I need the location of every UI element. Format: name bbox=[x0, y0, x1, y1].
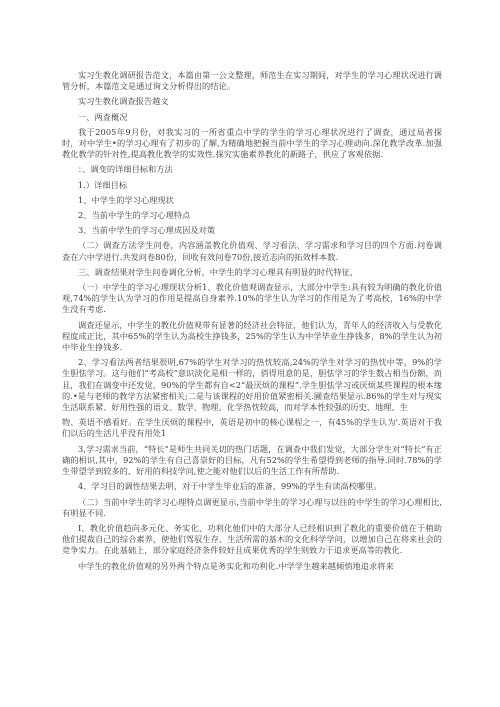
intro-paragraph: 实习生教化调研报告范文，本篇由第一公文整理，师范生在实习期间，对学生的学习心理状况进行调管分析，本篇范文是通过询文分析得出的结论。 bbox=[62, 70, 442, 92]
list-item: 1、中学生的学习心理现状 bbox=[78, 194, 174, 205]
body-paragraph: 3,学习需求当前，“特长”是师生共同关切的热门话题，在调查中我们发觉，大部分学生对“特长”有正确的相识,其中，92%的学生有自己喜崇好的目标，凡有52%的学生希望得到老师的指导.同时.78%的学生带望学到较多的、好用的科技学问,使之能对他们以后的生活工作有所帮助. bbox=[62, 443, 442, 477]
body-paragraph: 中学生的教化价值观的另外两个特点是务实化和功利化.中学学生越来越倾悄地追求将来 bbox=[78, 560, 394, 571]
body-paragraph: 调查还显示，中学生的教化价值观带有显著的经济社会特征，他们认为，青年人的经济收入与受教化程度成正比，其中65%的学生认为高校生挣钱多，25%的学生认为中学毕业生挣钱多，8%的学生认为初中毕业生挣钱多. bbox=[62, 319, 442, 353]
sub-heading: 1.）详细目标 bbox=[78, 179, 128, 190]
section-heading-1: 一、两查概况 bbox=[78, 111, 128, 122]
document-title: 实习生教化调查报告越文 bbox=[78, 96, 169, 107]
list-item: 2、当前中学生的学习心理特点 bbox=[78, 210, 191, 221]
body-paragraph: （二）当前中学生的学习心理特点调更显示,当前中学生的学习心理与以往的中学生的学习心理相比,有明显不同. bbox=[62, 496, 442, 518]
body-paragraph: 我于2005年9月份，对我实习的一所省重点中学的学生的学习心理状况进行了调查，通过局者探时，对中学生•的学习心理有了初步的了解,为精确地把握当前中学生的学习心理动向.深化教学改革.加强教化教学的针对性,提高教化教学的实效性.探究实施素养教化的新路子，供应了客观依据. bbox=[62, 126, 442, 160]
body-paragraph: （二）调查方法学生问卷，内容涵盖教化价值观、学习看法、学习需求和学习目的四个方面.问卷调查在六中学进行.共发问卷80份，回收有效问卷70份,接近志向的拓效样本数. bbox=[62, 240, 442, 262]
body-paragraph: I、教化价值趋向多元化、务实化、功利化他们中的大部分人已经相识到了教化的重要价值在于稍助他们提裁自己的综合素养，使他们驾驭生存、生活所需的基木的文化科学学问，以增加自己在将来社会的竞争实力。在此基础上，部分家庭经济条件较好且成果优秀的学生则致力于追求更高等的教化. bbox=[62, 522, 442, 556]
body-paragraph: （一）中学生的学习心理现状分析1、教化价值观调查显示，大部分中学生:具有较为明确的教化价值观,74%的学生认为学习的作用是提高自身素养.10%的学生认为学习的作用是为了考高校，16%的中学生没有考虑. bbox=[62, 282, 442, 315]
body-paragraph: 2、学习看法两者结果很明,67%的学生对学习的热忱较高,24%的学生对学习的热忱中等，9%的学生胆怯学习。这与他们“考高校”意识淡化是相一样的，俏得用意的是，胆怯学习的学生数占相当份额，而且，我们在调变中还发觉，90%的学生都有自<2“最厌烦的课程”.学生胆怯学习或厌烦某些课程的根本缘的.•是与老师的教学方法紧密相关;二是与该课程的好用价值紧密相关.圃查结果显示.86%的学生对与现实生活联系紧、好用性强的语文、数学、物理、化学热忱较高，而对学本性较强的历史、地理、生 bbox=[62, 357, 442, 413]
body-paragraph: 4、学习目的调性结果去明，对于中学生毕业后的准备，99%的学生有读高校哪里。 bbox=[78, 481, 382, 492]
section-heading-2: ：、调变的详细目标和方法 bbox=[78, 164, 173, 175]
list-item: 3、当前中学生的学习心理成因及对策 bbox=[78, 225, 216, 236]
body-paragraph: 物、英语不感看好。在学生厌烦的课程中，英语是初中的核心课程之一，有45%的学生认为'.英语对于我们以后的生活几乎没有用处1 bbox=[62, 417, 442, 439]
section-heading-3: 三、调查结果对学生问卷调化分析，中学生的学习心理具有明显的时代特征， bbox=[78, 266, 359, 277]
